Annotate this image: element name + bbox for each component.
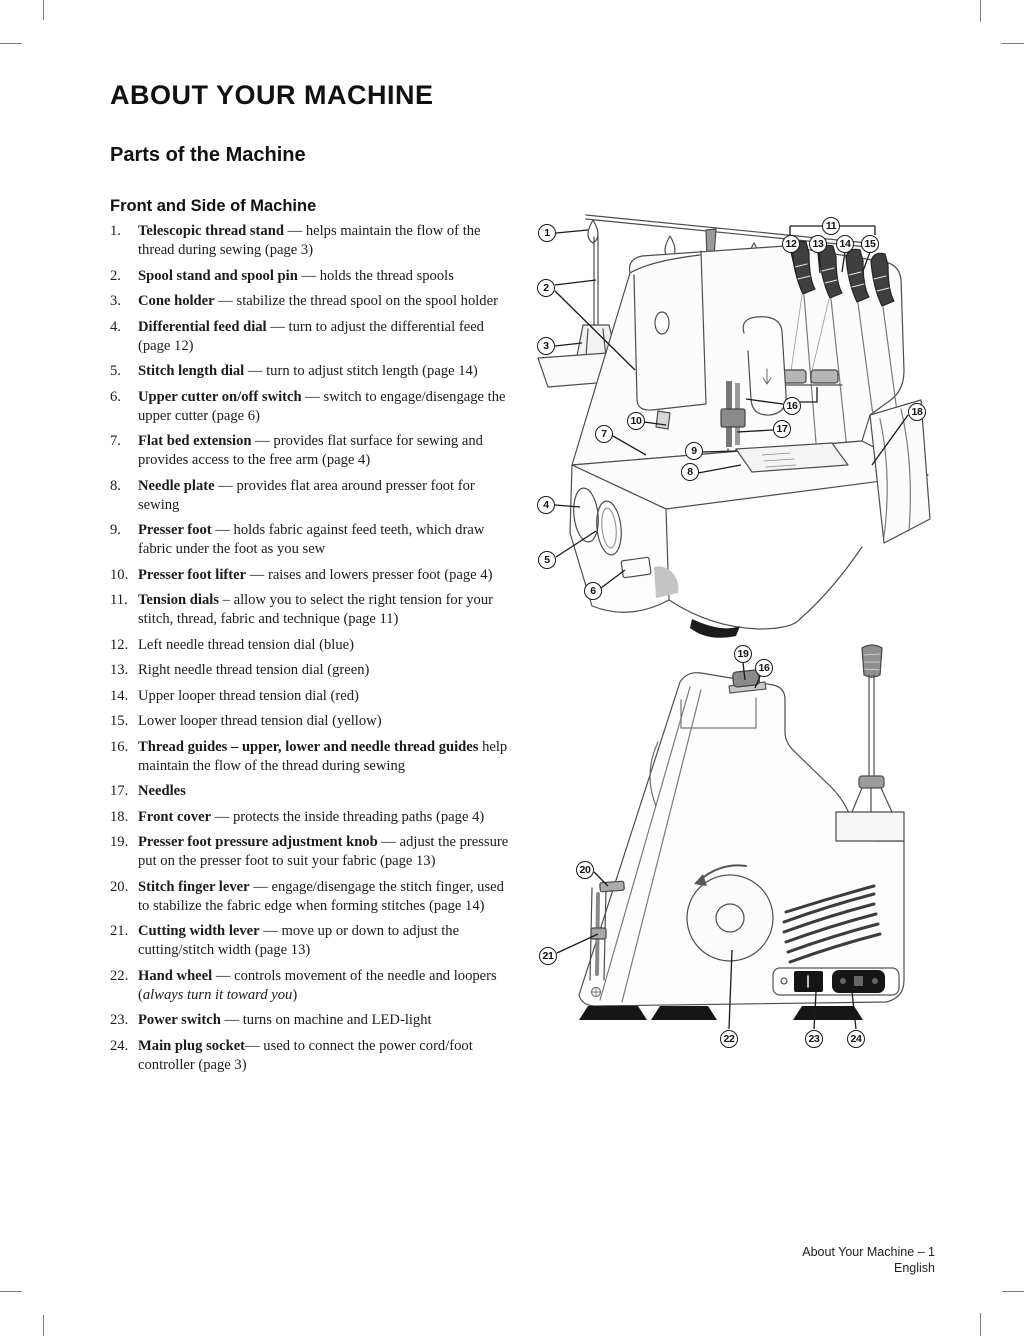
callout-11: 11: [822, 217, 840, 235]
item-term: Cutting width lever: [138, 923, 260, 939]
item-term: Presser foot pressure adjustment knob: [138, 834, 378, 850]
callout-15: 15: [861, 235, 879, 253]
list-item: [110, 591, 518, 629]
list-item: [110, 878, 518, 916]
crop-mark: [43, 0, 44, 20]
front-view-illustration: [530, 203, 940, 643]
page-title: ABOUT YOUR MACHINE: [110, 80, 434, 110]
list-item: [110, 808, 518, 827]
item-term: Cone holder: [138, 293, 215, 309]
item-term: Presser foot: [138, 522, 212, 538]
callout-21: 21: [539, 947, 557, 965]
callout-6: 6: [584, 582, 602, 600]
callout-9: 9: [685, 442, 703, 460]
item-term: Spool stand and spool pin: [138, 267, 298, 284]
callout-17: 17: [773, 420, 791, 438]
item-desc: Upper looper thread tension dial (red): [138, 687, 359, 704]
item-term: Needles: [138, 783, 186, 799]
list-item: [110, 661, 518, 680]
list-item: [110, 782, 518, 801]
callout-4: 4: [537, 496, 555, 514]
list-item: [110, 922, 518, 960]
item-number: 17.: [110, 783, 129, 799]
front-view-drawing: [530, 203, 940, 643]
item-number: 3.: [110, 293, 121, 309]
crop-mark: [1002, 1291, 1024, 1292]
item-desc: Lower looper thread tension dial (yellow): [138, 713, 382, 729]
item-desc: — provides flat surface for sewing and provides access to the free arm (page 4): [138, 433, 483, 468]
crop-mark: [1001, 43, 1024, 44]
footer-chapter-page: About Your Machine – 1: [802, 1245, 935, 1259]
list-item: [110, 267, 518, 286]
item-number: 12.: [110, 636, 129, 653]
list-item: [110, 388, 518, 426]
list-item: [110, 833, 518, 871]
item-number: 5.: [110, 363, 121, 379]
item-number: 1.: [110, 223, 121, 239]
item-term: Main plug socket: [138, 1037, 246, 1054]
item-term: Presser foot lifter: [138, 566, 247, 583]
item-desc: — holds the thread spools: [297, 267, 454, 284]
list-item: [110, 292, 518, 311]
item-number: 2.: [110, 267, 121, 284]
item-desc: — switch to engage/disengage the upper cutter (page 6): [138, 388, 506, 424]
list-item: [110, 362, 518, 381]
item-desc: help maintain the flow of the thread during sewing: [138, 738, 508, 774]
list-item: [110, 318, 518, 356]
parts-list: [110, 222, 518, 1081]
item-number: 7.: [110, 433, 121, 449]
list-item: [110, 967, 518, 1005]
callout-12: 12: [782, 235, 800, 253]
callout-22: 22: [720, 1030, 738, 1048]
subsection-heading: Front and Side of Machine: [110, 197, 317, 215]
callout-13: 13: [809, 235, 827, 253]
item-term: Stitch finger lever: [138, 878, 250, 895]
item-number: 22.: [110, 967, 129, 984]
callout-5: 5: [538, 551, 556, 569]
callout-19: 19: [734, 645, 752, 663]
item-desc: Left needle thread tension dial (blue): [138, 636, 354, 653]
item-term: Front cover: [138, 808, 212, 825]
item-desc: — engage/disengage the stitch finger, used to stabilize the fabric edge when forming stitches (page 14): [138, 878, 504, 914]
item-number: 21.: [110, 923, 129, 939]
callout-20: 20: [576, 861, 594, 879]
item-desc: — turn to adjust stitch length (page 14): [244, 363, 478, 379]
callout-7: 7: [595, 425, 613, 443]
list-item: [110, 477, 518, 515]
page-footer: [635, 1244, 935, 1276]
item-term: Power switch: [138, 1012, 221, 1028]
callout-14: 14: [836, 235, 854, 253]
item-desc: — protects the inside threading paths (page 4): [211, 808, 485, 825]
item-number: 24.: [110, 1037, 129, 1054]
list-item: [110, 566, 518, 585]
list-item: [110, 687, 518, 706]
item-desc: — move up or down to adjust the cutting/stitch width (page 13): [138, 923, 460, 958]
footer-language: English: [894, 1261, 935, 1275]
list-item: [110, 636, 518, 655]
callout-10: 10: [627, 412, 645, 430]
item-desc: — controls movement of the needle and loopers (: [138, 967, 497, 1003]
item-number: 4.: [110, 318, 121, 335]
list-item: [110, 222, 518, 260]
side-view-illustration: [530, 640, 940, 1080]
item-number: 13.: [110, 662, 129, 678]
item-desc: — used to connect the power cord/foot controller (page 3): [138, 1037, 473, 1073]
crop-mark: [980, 0, 981, 22]
item-term: Telescopic thread stand: [138, 223, 284, 239]
item-term: Needle plate: [138, 477, 215, 494]
item-number: 6.: [110, 388, 121, 405]
item-number: 8.: [110, 477, 121, 494]
item-term: Differential feed dial: [138, 318, 267, 335]
item-desc: — adjust the pressure put on the presser foot to suit your fabric (page 13): [138, 834, 509, 869]
callout-16: 16: [783, 397, 801, 415]
crop-mark: [980, 1313, 981, 1336]
item-term: Flat bed extension: [138, 433, 252, 449]
item-term: Hand wheel: [138, 967, 213, 984]
item-number: 23.: [110, 1012, 129, 1028]
item-tail: ): [292, 986, 298, 1003]
item-number: 16.: [110, 738, 129, 755]
item-number: 19.: [110, 834, 129, 850]
callout-1: 1: [538, 224, 556, 242]
item-number: 14.: [110, 687, 129, 704]
callout-3: 3: [537, 337, 555, 355]
item-desc: – allow you to select the right tension for your stitch, thread, fabric and technique (page 11): [138, 592, 493, 627]
item-desc: — stabilize the thread spool on the spool holder: [214, 293, 498, 309]
item-number: 10.: [110, 566, 129, 583]
item-number: 15.: [110, 713, 129, 729]
list-item: [110, 738, 518, 776]
callout-24: 24: [847, 1030, 865, 1048]
crop-mark: [0, 1291, 22, 1292]
callout-16: 16: [755, 659, 773, 677]
item-term: Tension dials: [138, 592, 219, 608]
list-item: [110, 1011, 518, 1030]
callout-18: 18: [908, 403, 926, 421]
item-number: 9.: [110, 522, 121, 538]
callout-2: 2: [537, 279, 555, 297]
crop-mark: [43, 1315, 44, 1336]
item-number: 11.: [110, 592, 128, 608]
item-number: 20.: [110, 878, 129, 895]
item-desc: — raises and lowers presser foot (page 4): [246, 566, 493, 583]
list-item: [110, 712, 518, 731]
list-item: [110, 1037, 518, 1075]
list-item: [110, 432, 518, 470]
item-term: Thread guides – upper, lower and needle thread guides: [138, 738, 479, 755]
crop-mark: [0, 43, 22, 44]
item-term: Upper cutter on/off switch: [138, 388, 302, 405]
item-number: 18.: [110, 808, 129, 825]
item-desc: — holds fabric against feed teeth, which draw fabric under the foot as you sew: [138, 522, 485, 557]
item-italic: always turn it toward you: [142, 986, 293, 1003]
callout-23: 23: [805, 1030, 823, 1048]
list-item: [110, 521, 518, 559]
item-desc: — turns on machine and LED-light: [220, 1012, 432, 1028]
item-desc: — helps maintain the flow of the thread during sewing (page 3): [138, 223, 481, 258]
section-heading: Parts of the Machine: [110, 144, 306, 166]
side-view-drawing: [530, 640, 940, 1080]
item-desc: — turn to adjust the differential feed (page 12): [138, 318, 484, 354]
item-term: Stitch length dial: [138, 363, 245, 379]
callout-8: 8: [681, 463, 699, 481]
item-desc: — provides flat area around presser foot for sewing: [138, 477, 475, 513]
item-desc: Right needle thread tension dial (green): [138, 662, 370, 678]
